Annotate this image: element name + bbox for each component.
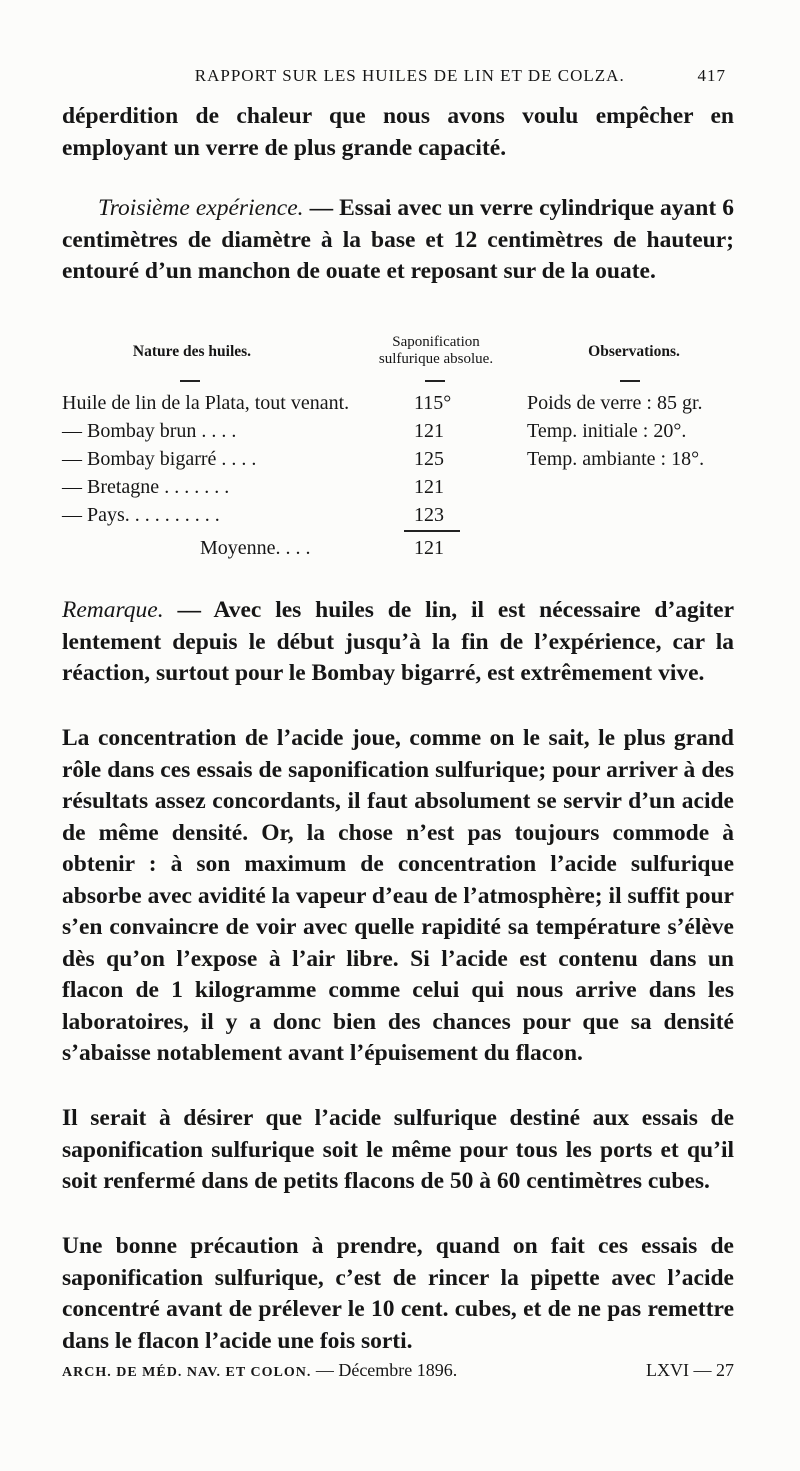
row-value: 125: [414, 448, 444, 470]
paragraph-remarque: [62, 595, 734, 690]
row-name: — Bretagne . . . . . . .: [62, 476, 230, 498]
average-value: 121: [414, 537, 444, 559]
row-value: 121: [414, 420, 444, 442]
header-nature: Nature des huiles.: [132, 343, 252, 360]
row-value: 115°: [414, 392, 452, 414]
paragraph-experiment: [62, 193, 734, 288]
paragraph-desire: Il serait à désirer que l’acide sulfurique destiné aux essais de saponification sulfurique soit le même pour tous les ports et qu’il soit renfermé dans de petits flacons de 50 à 60 centimètres cubes.: [62, 1105, 734, 1194]
footer-date: — Décembre 1896.: [311, 1360, 458, 1380]
running-header: [62, 66, 726, 86]
experiment-lead: Troisième expérience.: [98, 195, 304, 221]
row-name: — Bombay brun . . . .: [62, 420, 237, 442]
row-value: 121: [414, 476, 444, 498]
experiment-text: — Essai avec un verre cylindrique ayant 6 centimètres de diamètre à la base et 12 centimètres de hauteur; entouré d’un manchon de ouate et reposant sur de la ouate.: [62, 195, 734, 284]
paragraph-concentration: La concentration de l’acide joue, comme on le sait, le plus grand rôle dans ces essais de saponification sulfurique; pour arriver à des résultats assez concordants, il faut absolument se servir d’un acide de même densité. Or, la chose n’est pas toujours commode à obtenir : à son maximum de concentration l’acide sulfurique absorbe avec avidité la vapeur d’eau de l’atmosphère; il suffit pour s’en convaincre de voir avec quelle rapidité sa température s’élève dès qu’on l’expose à l’air libre. Si l’acide est contenu dans un flacon de 1 kilogramme comme celui qui nous arrive dans les laboratoires, il y a donc bien des chances pour que sa densité s’abaisse notablement avant l’épuisement du flacon.: [62, 725, 734, 1066]
row-name: — Bombay bigarré . . . .: [62, 448, 257, 470]
header-saponification-line1: Saponification: [392, 334, 480, 350]
row-name: — Pays. . . . . . . . . .: [62, 504, 220, 526]
header-dash: [180, 380, 200, 382]
header-observations: Observations.: [588, 343, 680, 360]
paragraph-precaution: Une bonne précaution à prendre, quand on fait ces essais de saponification sulfurique, c’est de rincer la pipette avec l’acide concentré avant de prélever le 10 cent. cubes, et de ne pas remettre dans le flacon l’acide une fois sorti.: [62, 1233, 734, 1354]
row-value: 123: [414, 504, 444, 526]
remarque-lead: Remarque.: [62, 597, 164, 623]
paragraph-intro: déperdition de chaleur que nous avons voulu empêcher en employant un verre de plus grande capacité.: [62, 103, 734, 161]
page-number: 417: [697, 66, 726, 85]
sum-rule: [404, 530, 460, 532]
header-title: RAPPORT SUR LES HUILES DE LIN ET DE COLZA.: [194, 66, 625, 85]
page-footer: [62, 1360, 734, 1381]
row-observation: Temp. initiale : 20°.: [527, 420, 687, 442]
row-name: Huile de lin de la Plata, tout venant.: [62, 392, 350, 414]
header-dash: [425, 380, 445, 382]
footer-journal: ARCH. DE MÉD. NAV. ET COLON.: [62, 1365, 312, 1380]
average-label: Moyenne. . . .: [200, 537, 311, 559]
header-saponification: [350, 334, 522, 368]
footer-left: [62, 1360, 457, 1381]
remarque-text: — Avec les huiles de lin, il est nécessaire d’agiter lentement depuis le début jusqu’à la fin de l’expérience, car la réaction, surtout pour le Bombay bigarré, est extrêmement vive.: [62, 597, 734, 686]
row-observation: Temp. ambiante : 18°.: [527, 448, 705, 470]
header-dash: [620, 380, 640, 382]
header-saponification-line2: sulfurique absolue.: [378, 351, 494, 367]
row-observation: Poids de verre : 85 gr.: [527, 392, 703, 414]
footer-signature: LXVI — 27: [646, 1360, 734, 1380]
